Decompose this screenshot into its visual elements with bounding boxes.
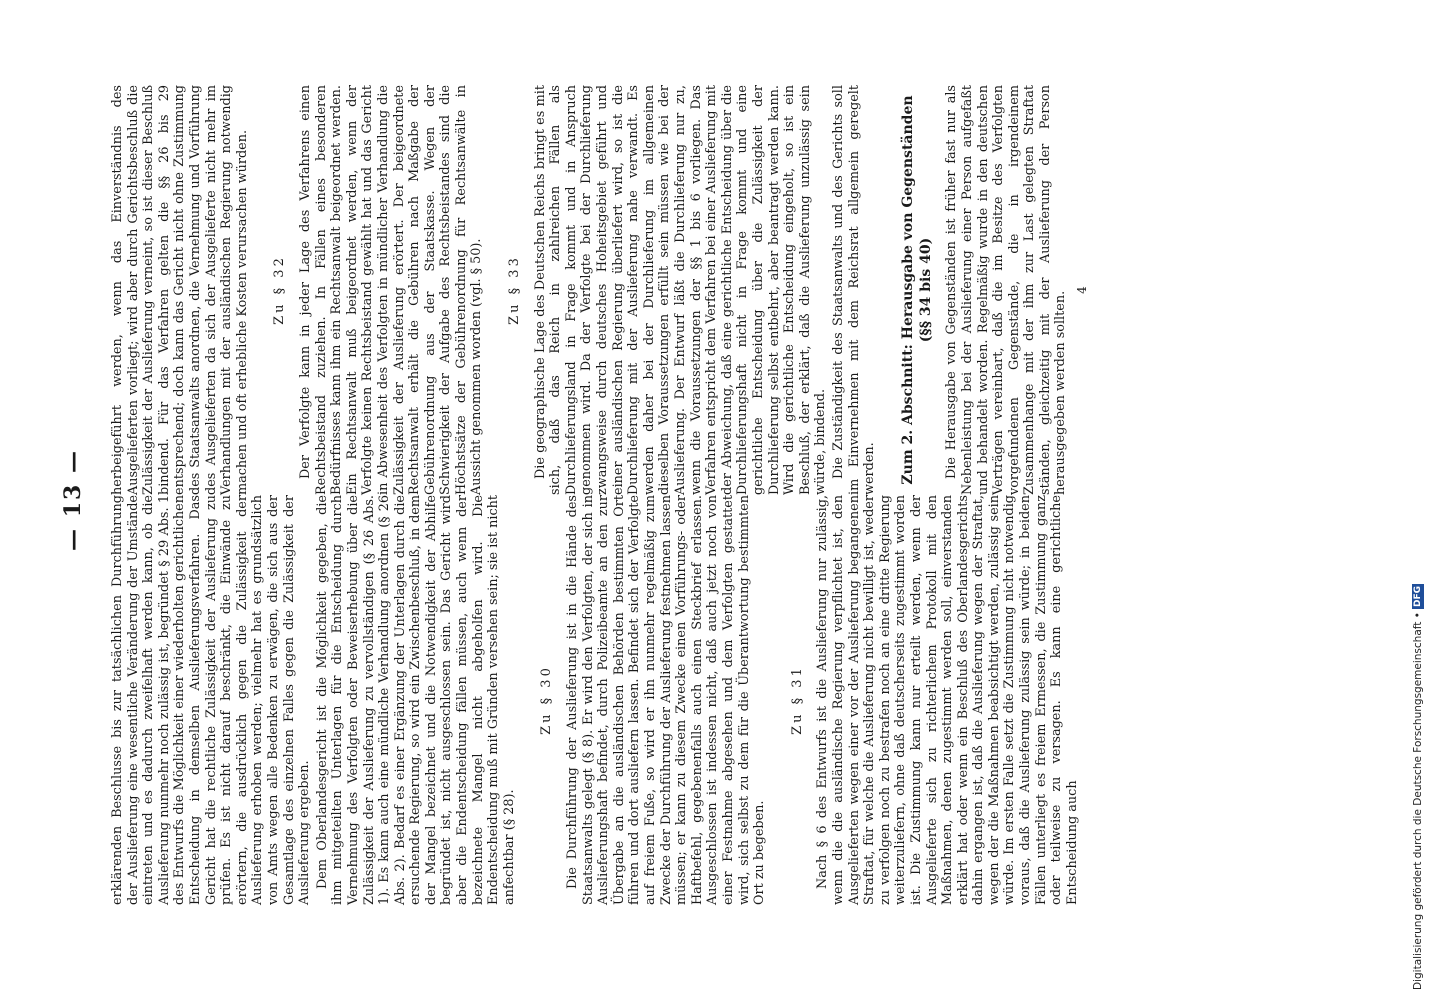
paragraph: erklärenden Beschlusse bis zur tatsächlichen Durchführung der Auslieferung eine wesentliche Veränderung der Umstände eintreten und es dadurch zweifelhaft werden kann, ob die Auslieferung nunmehr noch zulässig ist, begründet § 29 Abs. 1 des Entwurfs die Möglichkeit einer wiederholten gerichtlichen Entscheidung in demselben Auslieferungsverfahren. Das Gericht hat die rechtliche Zulässigkeit der Auslieferung zu prüfen. Es ist nicht darauf beschränkt, die Einwände zu erörtern, die ausdrücklich gegen die Zulässigkeit der Auslieferung erhoben werden; vielmehr hat es grundsätzlich von Amts wegen alle Bedenken zu erwägen, die sich aus der Gesamtlage des einzelnen Falles gegen die Zulässigkeit der Auslieferung ergeben. [110, 495, 313, 905]
dfg-logo: DFG [1413, 585, 1423, 607]
paragraph: Nach § 6 des Entwurfs ist die Auslieferung nur zulässig, wenn die die ausländische Regierung verpflichtet ist, den Ausgelieferten wegen einer vor der Auslieferung begangenen Straftat, für welche die Auslieferung nicht bewilligt ist, weder zu verfolgen noch zu bestrafen noch an eine dritte Regierung weiterzuliefern, ohne daß deutscherseits zugestimmt worden ist. Die Zustimmung kann nur erteilt werden, wenn der Ausgelieferte sich zu richterlichem Protokoll mit den Maßnahmen, denen zugestimmt werden soll, einverstanden erklärt hat oder wenn ein Beschluß des Oberlandesgerichts dahin ergangen ist, daß die Auslieferung wegen der Straftat, wegen der die Maßnahmen beabsichtigt werden, zulässig sein würde. Im ersten Falle setzt die Zustimmung nicht notwendig voraus, daß die Auslieferung zulässig sein würde; in beiden Fällen unterliegt es freiem Ermessen, die Zustimmung ganz oder teilweise zu versagen. Es kann eine gerichtliche Entscheidung auch [815, 495, 1080, 905]
page-number-header: — 13 — [60, 449, 86, 551]
section-heading: Zu § 30 [539, 665, 555, 735]
right-text-column [110, 85, 1091, 495]
signature-mark: 4 [1075, 286, 1090, 294]
credit-text: Digitalisierung gefördert durch die Deutsche Forschungsgemeinschaft • [1412, 612, 1424, 990]
paragraph: Die Durchführung der Auslieferung ist in die Hände des Staatsanwalts gelegt (§ 8). Er wird den Verfolgten, der sich in Auslieferungshaft befindet, durch Polizeibeamte an den zur Übergabe an die ausländischen Behörden bestimmten Ort führen und dort ausliefern lassen. Befindet sich der Verfolgte auf freiem Fuße, so wird er ihn nunmehr regelmäßig zum Zwecke der Durchführung der Auslieferung festnehmen lassen müssen; er kann zu diesem Zwecke einen Vorführungs- oder Haftbefehl, gegebenenfalls auch einen Steckbrief erlassen. Ausgeschlossen ist indessen nicht, daß auch jetzt noch von einer Festnahme abgesehen und dem Verfolgten gestattet wird, sich selbst zu dem für die Überantwortung bestimmten Ort zu begeben. [565, 495, 768, 905]
paragraph: Dem Oberlandesgericht ist die Möglichkeit gegeben, die ihm mitgeteilten Unterlagen für die Entscheidung durch Vernehmung des Verfolgten oder Beweiserhebung über die Zulässigkeit der Auslieferung zu vervollständigen (§ 26 Abs. 1). Es kann auch eine mündliche Verhandlung anordnen (§ 26 Abs. 2). Bedarf es einer Ergänzung der Unterlagen durch die ersuchende Regierung, so wird ein Zwischenbeschluß, in dem der Mangel bezeichnet und die Notwendigkeit der Abhilfe begründet ist, nicht ausgeschlossen sein. Das Gericht wird aber die Endentscheidung fällen müssen, auch wenn der bezeichnete Mangel nicht abgeholfen wird. Die Endentscheidung muß mit Gründen versehen sein; sie ist nicht anfechtbar (§ 28). [314, 495, 517, 905]
left-text-column [110, 495, 1082, 905]
chapter-title: Zum 2. Abschnitt: Herausgabe von Gegenständen [899, 95, 916, 485]
paragraph: Die Zuständigkeit des Staatsanwalts und des Gerichts soll im Einvernehmen mit dem Reichsrat allgemein geregelt werden. [830, 85, 878, 495]
paragraph: herbeigeführt werden, wenn das Einverständnis des Ausgelieferten vorliegt; wird aber durch Gerichtsbeschluß die Zulässigkeit der Auslieferung verneint, so ist dieser Beschluß bindend. Für das Verfahren gelten die §§ 26 bis 29 entsprechend; doch kann das Gericht nicht ohne Zustimmung des Staatsanwalts anordnen, die Vernehmung und Vorführung des Ausgelieferten da sich der Ausgelieferte nicht mehr im Verhandlungen mit der ausländischen Regierung notwendig machen und oft erhebliche Kosten verursachen würden. [110, 85, 250, 495]
paragraph: Die Herausgabe von Gegenständen ist früher fast nur als Nebenleistung bei der Auslieferung einer Person aufgefaßt und behandelt worden. Regelmäßig wurde in den deutschen Verträgen vereinbart, daß die im Besitze des Verfolgten vorgefundenen Gegenstände, die in irgendeinem Zusammenhange mit der ihm zur Last gelegten Straftat ständen, gleichzeitig mit der Auslieferung der Person herausgegeben werden sollten. [944, 85, 1069, 495]
paragraph: Die geographische Lage des Deutschen Reichs bringt es mit sich, daß das Reich in zahlreichen Fällen als Durchlieferungsland in Frage kommt und in Anspruch genommen wird. Da der Verfolgte bei der Durchlieferung zwangsweise durch deutsches Hoheitsgebiet geführt und einer ausländischen Regierung überliefert wird, so ist die Durchlieferung mit der Auslieferung nahe verwandt. Es werden daher bei der Durchlieferung im allgemeinen dieselben Voraussetzungen erfüllt sein müssen wie bei der Auslieferung. Der Entwurf läßt die Durchlieferung nur zu, wenn die Voraussetzungen der §§ 1 bis 6 vorliegen. Das Verfahren entspricht dem Verfahren bei einer Auslieferung mit der Abweichung, daß eine gerichtliche Entscheidung über die Durchlieferungshaft nicht in Frage kommt und eine gerichtliche Entscheidung über die Zulässigkeit der Durchlieferung selbst entbehrt, aber beantragt werden kann. Wird die gerichtliche Entscheidung eingeholt, so ist ein Beschluß, der erklärt, daß die Auslieferung unzulässig sein würde, bindend. [532, 85, 829, 495]
section-heading: Zu § 33 [507, 255, 523, 325]
chapter-subtitle: (§§ 34 bis 40) [917, 237, 934, 343]
section-heading: Zu § 32 [272, 255, 288, 325]
digitization-credit [1412, 10, 1428, 990]
section-heading: Zu § 31 [789, 665, 805, 735]
paragraph: Der Verfolgte kann in jeder Lage des Verfahrens einen Rechtsbeistand zuziehen. In Fällen eines besonderen Bedürfnisses kann ihm ein Rechtsanwalt beigeordnet werden. Ein Rechtsanwalt muß beigeordnet werden, wenn der Verfolgte keinen Rechtsbeistand gewählt hat und das Gericht in Abwesenheit des Verfolgten in mündlicher Verhandlung die Zulässigkeit der Auslieferung erörtert. Der beigeordnete Rechtsanwalt erhält die Gebühren nach Maßgabe der Gebührenordnung aus der Staatskasse. Wegen der Schwierigkeit der Aufgabe des Rechtsbeistandes sind die Höchstsätze der Gebührenordnung für Rechtsanwälte in Aussicht genommen worden (vgl. § 50). [297, 85, 485, 495]
